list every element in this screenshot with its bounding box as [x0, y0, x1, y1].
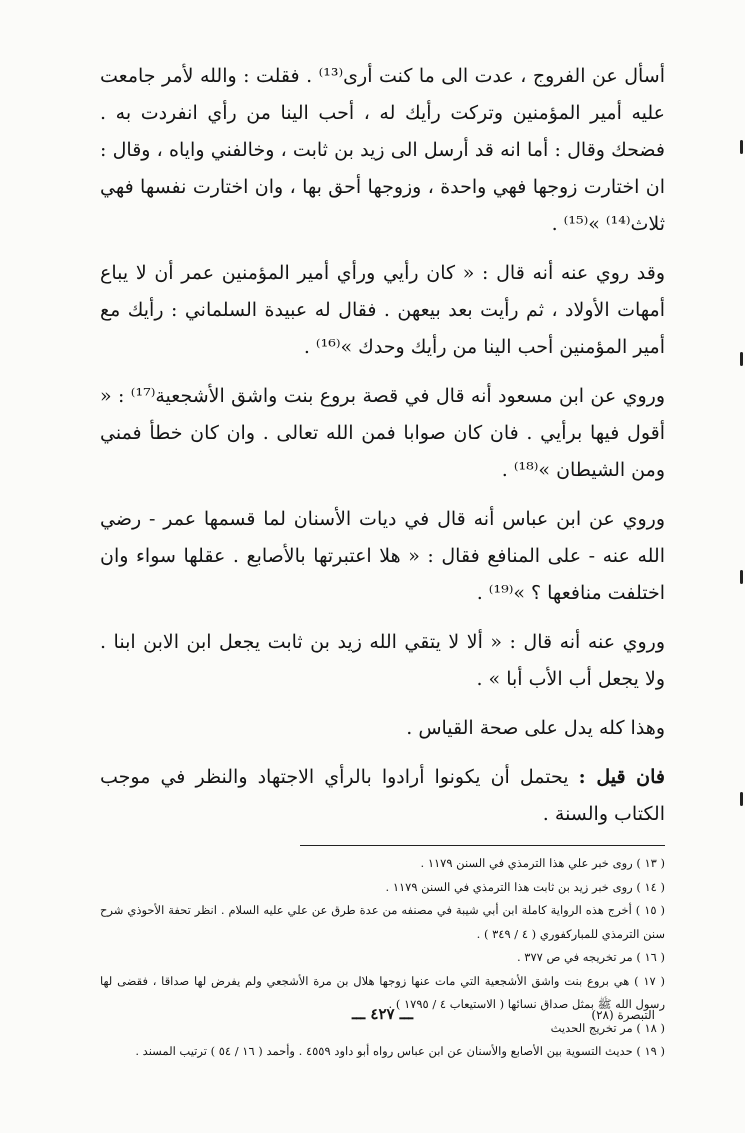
- footnote-divider: [300, 845, 665, 846]
- footnotes: [100, 852, 665, 1064]
- footnote-13: ( ١٣ ) روى خبر علي هذا الترمذي في السنن ١١٧٩ .: [420, 856, 665, 870]
- paragraph-7: [100, 759, 665, 833]
- paragraph-4: وروي عن ابن عباس أنه قال في ديات الأسنان لما قسمها عمر - رضي الله عنه - على المنافع فقال : « هلا اعتبرتها بالأصابع . عقلها سواء وان اختلفت منافعها ؟ »⁽¹⁹⁾ .: [100, 508, 665, 604]
- footnote-18: ( ١٨ ) مر تخريج الحديث: [550, 1020, 665, 1035]
- paragraph-2: وقد روي عنه أنه قال : « كان رأيي ورأي أمير المؤمنين عمر أن لا يباع أمهات الأولاد ، ثم رأيت بعد بيعهن . فقال له عبيدة السلماني : رأيك مع أمير المؤمنين أحب الينا من رأيك وحدك »⁽¹⁶⁾ .: [100, 262, 665, 358]
- footnote-15: ( ١٥ ) أخرج هذه الرواية كاملة ابن أبي شيبة في مصنفه من عدة طرق عن علي عليه السلام . انظر تحفة الأحوذي شرح سنن الترمذي للمباركفوري ( ٤ / ٣٤٩ ) .: [100, 903, 665, 941]
- paragraph-3: وروي عن ابن مسعود أنه قال في قصة بروع بنت واشق الأشجعية⁽¹⁷⁾ : « أقول فيها برأيي . فان كان صوابا فمن الله تعالى . وان كان خطأ فمني ومن الشيطان »⁽¹⁸⁾ .: [100, 385, 665, 481]
- footnote-14: ( ١٤ ) روى خبر زيد بن ثابت هذا الترمذي في السنن ١١٧٩ .: [385, 879, 665, 894]
- footnote-17: ( ١٧ ) هي بروع بنت واشق الأشجعية التي مات عنها زوجها هلال بن مرة الأشجعي ولم يفرض لها صداقا ، فقضى لها رسول الله ﷺ بمثل صداق نسائها ( الاستيعاب ٤ / ١٧٩٥ ) .: [100, 973, 665, 1011]
- footnote-19: ( ١٩ ) حديث التسوية بين الأصابع والأسنان عن ابن عباس رواه أبو داود ٤٥٥٩ . وأحمد ( ١٦ / ٥٤ ) ترتيب المسند .: [135, 1044, 665, 1058]
- edge-mark: [740, 352, 743, 366]
- paragraph-5: وروي عنه أنه قال : « ألا لا يتقي الله زيد بن ثابت يجعل ابن الابن ابنا . ولا يجعل أب الأب أبا » .: [100, 631, 665, 690]
- paragraph-1: أسأل عن الفروج ، عدت الى ما كنت أرى⁽¹³⁾ . فقلت : والله لأمر جامعت عليه أمير المؤمنين وتركت رأيك له ، أحب الينا من رأي انفردت به . فضحك وقال : أما انه قد أرسل الى زيد بن ثابت ، وخالفني واياه ، وقال : ان اختارت زوجها فهي واحدة ، وزوجها أحق بها ، وان اختارت نفسها فهي ثلاث⁽¹⁴⁾ »⁽¹⁵⁾ .: [100, 65, 665, 235]
- signature-mark: التبصرة (٢٨): [591, 1008, 655, 1022]
- page-body: [100, 58, 665, 1064]
- paragraph-6: وهذا كله يدل على صحة القياس .: [406, 717, 665, 739]
- objection-text: يحتمل أن يكونوا أرادوا بالرأي الاجتهاد والنظر في موجب الكتاب والسنة .: [100, 766, 665, 825]
- objection-lead: فان قيل :: [578, 766, 665, 788]
- edge-mark: [740, 140, 743, 154]
- edge-mark: [740, 570, 743, 584]
- edge-mark: [740, 792, 743, 806]
- footnote-16: ( ١٦ ) مر تخريجه في ص ٣٧٧ .: [516, 950, 665, 964]
- page-number: ـــ ٤٢٧ ـــ: [352, 1005, 413, 1023]
